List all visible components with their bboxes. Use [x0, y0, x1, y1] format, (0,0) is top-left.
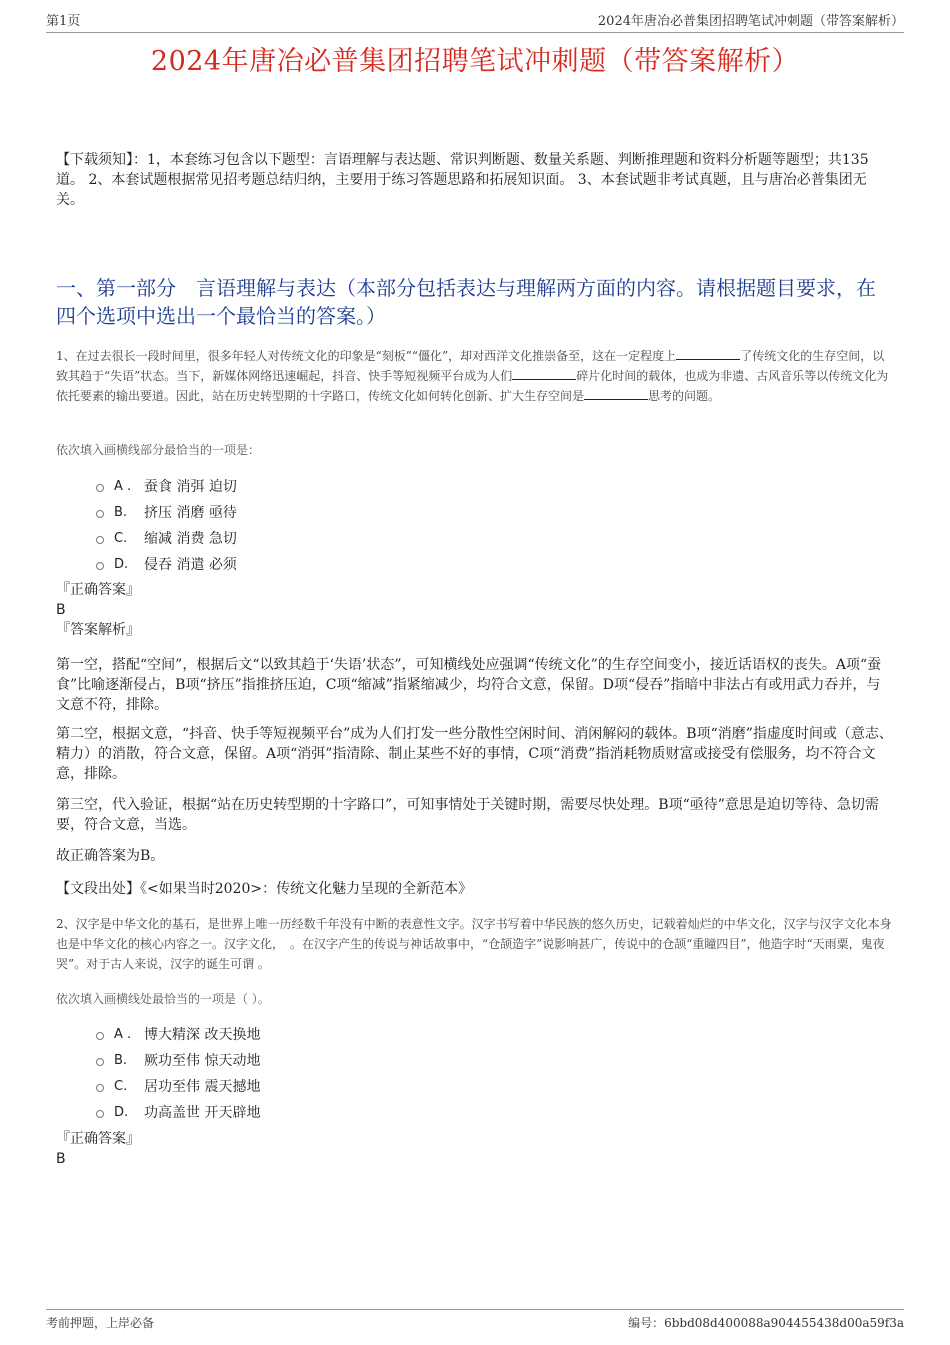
q2-option-a[interactable]: A . 博大精深 改天换地: [96, 1022, 260, 1048]
question-1-text: [56, 346, 894, 406]
radio-icon[interactable]: [96, 1032, 104, 1040]
radio-icon[interactable]: [96, 1058, 104, 1066]
analysis-paragraph-3: 第三空，代入验证，根据“站在历史转型期的十字路口”，可知事情处于关键时期，需要尽快处理。B项“亟待”意思是迫切等待、急切需要，符合文意，当选。: [56, 797, 879, 833]
footer-slogan: 考前押题，上岸必备: [46, 1316, 155, 1330]
q2-option-d[interactable]: D. 功高盖世 开天辟地: [96, 1100, 260, 1126]
page-footer: [46, 1309, 904, 1334]
q1-answer-block: [56, 580, 894, 640]
document-title: 2024年唐冶必普集团招聘笔试冲刺题（带答案解析）: [150, 46, 800, 77]
question-2-text: 2、汉字是中华文化的基石，是世界上唯一历经数千年没有中断的表意性文字。汉字书写着中华民族的悠久历史，记载着灿烂的中华文化，汉字与汉字文化本身也是中华文化的核心内容之一。汉字文化， 。在汉字产生的传说与神话故事中，“仓颉造字”说影响甚广，传说中的仓颉“重瞳四目”，他造字时“天雨粟，鬼夜哭”。对于古人来说，汉字的诞生可谓 。: [56, 917, 892, 971]
q2-answer-block: [56, 1129, 894, 1169]
q2-prompt: 依次填入画横线处最恰当的一项是（ ）。: [56, 992, 270, 1006]
analysis-paragraph-1: 第一空，搭配“空间”，根据后文“以致其趋于‘失语’状态”，可知横线处应强调“传统文化”的生存空间变小，接近话语权的丧失。A项“蚕食”比喻逐渐侵占，B项“挤压”指推挤压迫，C项“缩减”指紧缩减少，均符合文意，保留。D项“侵吞”指暗中非法占有或用武力吞并，与文意不符，排除。: [56, 657, 882, 713]
answer-value: B: [56, 602, 66, 618]
blank-2: [512, 367, 576, 380]
q1-text-part3: 碎片化时间的载体，也成为非遗、古风音乐等以传统文化为依托要素的输出要道。因此，站在历史转型期的十字路口，传统文化如何转化创新、扩大生存空间是: [56, 369, 889, 403]
section-heading: 一、第一部分 言语理解与表达（本部分包括表达与理解两方面的内容。请根据题目要求，在四个选项中选出一个最恰当的答案。）: [56, 276, 876, 328]
radio-icon[interactable]: [96, 510, 104, 518]
q2-options: [96, 1022, 260, 1126]
page-header: [46, 14, 904, 33]
q2-option-b[interactable]: B. 厥功至伟 惊天动地: [96, 1048, 260, 1074]
q1-option-a[interactable]: A . 蚕食 消弭 迫切: [96, 474, 237, 500]
q1-text-part2: 了传统文化的生存空间，以致其趋于“失语”状态。当下，新媒体网络迅速崛起，抖音、快手等短视频平台成为人们: [56, 349, 885, 383]
blank-3: [584, 387, 648, 400]
analysis-label: 『答案解析』: [56, 622, 140, 638]
radio-icon[interactable]: [96, 562, 104, 570]
radio-icon[interactable]: [96, 484, 104, 492]
footer-doc-id: 编号：6bbd08d400088a904455438d00a59f3a: [628, 1316, 904, 1330]
analysis-paragraph-2: 第二空，根据文意，“抖音、快手等短视频平台”成为人们打发一些分散性空闲时间、消闲解闷的载体。B项“消磨”指虚度时间或（意志、精力）的消散，符合文意，保留。A项“消弭”指清除、制止某些不好的事情，C项“消费”指消耗物质财富或接受有偿服务，均不符合文意，排除。: [56, 726, 893, 782]
download-notice: 【下载须知】：1，本套练习包含以下题型：言语理解与表达题、常识判断题、数量关系题、判断推理题和资料分析题等题型；共135道。 2、本套试题根据常见招考题总结归纳，主要用于练习答题思路和拓展知识面。 3、本套试题非考试真题，且与唐冶必普集团无关。: [56, 152, 869, 208]
q1-text-part1: 1、在过去很长一段时间里，很多年轻人对传统文化的印象是“刻板”“僵化”，却对西洋文化推崇备至，这在一定程度上: [56, 349, 677, 363]
q1-option-d[interactable]: D. 侵吞 消遣 必须: [96, 552, 237, 578]
answer-label: 『正确答案』: [56, 1131, 140, 1147]
q1-option-c[interactable]: C. 缩减 消费 急切: [96, 526, 237, 552]
q1-option-b[interactable]: B. 挤压 消磨 亟待: [96, 500, 237, 526]
blank-1: [676, 347, 740, 360]
answer-value: B: [56, 1151, 66, 1167]
page-number: 第1页: [46, 14, 81, 29]
q2-option-c[interactable]: C. 居功至伟 震天撼地: [96, 1074, 260, 1100]
radio-icon[interactable]: [96, 1084, 104, 1092]
header-doc-title: 2024年唐冶必普集团招聘笔试冲刺题（带答案解析）: [597, 14, 904, 29]
q1-text-part4: 思考的问题。: [648, 389, 721, 403]
q1-options: [96, 474, 237, 578]
source-citation: 【文段出处】《<如果当时2020>：传统文化魅力呈现的全新范本》: [56, 881, 473, 897]
answer-label: 『正确答案』: [56, 582, 140, 598]
radio-icon[interactable]: [96, 1110, 104, 1118]
analysis-conclusion: 故正确答案为B。: [56, 848, 165, 864]
radio-icon[interactable]: [96, 536, 104, 544]
q1-prompt: 依次填入画横线部分最恰当的一项是：: [56, 443, 261, 457]
